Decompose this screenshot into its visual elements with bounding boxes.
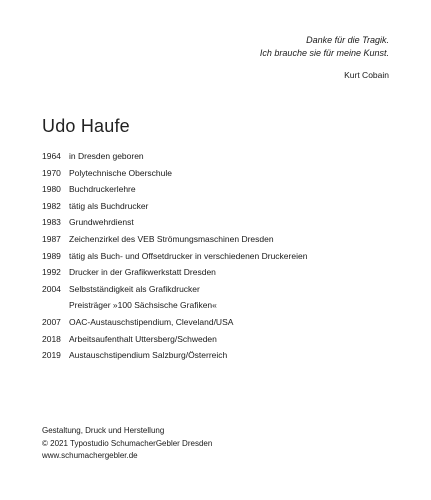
timeline-entry bbox=[42, 214, 307, 231]
timeline-year: 1970 bbox=[42, 167, 61, 178]
timeline-text: Grundwehrdienst bbox=[69, 217, 134, 228]
timeline-entry bbox=[42, 331, 307, 348]
epigraph-author: Kurt Cobain bbox=[344, 70, 389, 80]
timeline-entry bbox=[42, 248, 307, 265]
timeline-text: Polytechnische Oberschule bbox=[69, 167, 173, 178]
timeline-text: tätig als Buchdrucker bbox=[69, 200, 149, 211]
timeline-year: 1989 bbox=[42, 250, 61, 261]
timeline-entry bbox=[42, 181, 307, 198]
timeline-text: OAC-Austauschstipendium, Cleveland/USA bbox=[69, 316, 234, 327]
timeline-text: Arbeitsaufenthalt Uttersberg/Schweden bbox=[69, 333, 217, 344]
timeline-text: in Dresden geboren bbox=[69, 151, 144, 161]
timeline-year: 2004 bbox=[42, 283, 61, 294]
timeline-year: 1964 bbox=[42, 151, 61, 161]
timeline-entry bbox=[42, 314, 307, 331]
timeline-year: 2019 bbox=[42, 350, 61, 361]
timeline-text: Preisträger »100 Sächsische Grafiken« bbox=[69, 300, 217, 311]
page-title: Udo Haufe bbox=[42, 116, 130, 136]
timeline-year: 1992 bbox=[42, 267, 61, 278]
timeline-text: Selbstständigkeit als Grafikdrucker bbox=[69, 283, 200, 294]
timeline-text: Austauschstipendium Salzburg/Österreich bbox=[69, 350, 228, 361]
timeline-year: 1987 bbox=[42, 233, 61, 244]
epigraph bbox=[260, 34, 389, 82]
biography-timeline bbox=[42, 148, 307, 364]
timeline-entry bbox=[42, 347, 307, 364]
timeline-entry bbox=[42, 297, 307, 314]
timeline-year: 1980 bbox=[42, 184, 61, 195]
epigraph-line: Danke für die Tragik. bbox=[306, 35, 389, 45]
timeline-year: 2018 bbox=[42, 333, 61, 344]
colophon bbox=[42, 425, 212, 463]
timeline-text: Drucker in der Grafikwerkstatt Dresden bbox=[69, 267, 216, 278]
timeline-entry bbox=[42, 165, 307, 182]
colophon-line: Gestaltung, Druck und Herstellung bbox=[42, 426, 165, 435]
timeline-year: 2007 bbox=[42, 316, 61, 327]
timeline-text: Zeichenzirkel des VEB Strömungsmaschinen Dresden bbox=[69, 233, 274, 244]
epigraph-line: Ich brauche sie für meine Kunst. bbox=[259, 48, 389, 58]
timeline-year: 1982 bbox=[42, 200, 61, 211]
timeline-entry bbox=[42, 198, 307, 215]
colophon-line: © 2021 Typostudio SchumacherGebler Dresden bbox=[42, 438, 213, 448]
timeline-entry bbox=[42, 281, 307, 298]
timeline-entry bbox=[42, 231, 307, 248]
timeline-text: tätig als Buch- und Offsetdrucker in verschiedenen Druckereien bbox=[69, 250, 308, 261]
timeline-year: 1983 bbox=[42, 217, 61, 228]
timeline-year bbox=[42, 297, 69, 314]
timeline-entry bbox=[42, 148, 307, 165]
timeline-entry bbox=[42, 264, 307, 281]
timeline-text: Buchdruckerlehre bbox=[69, 184, 136, 195]
colophon-website: www.schumachergebler.de bbox=[42, 451, 138, 460]
